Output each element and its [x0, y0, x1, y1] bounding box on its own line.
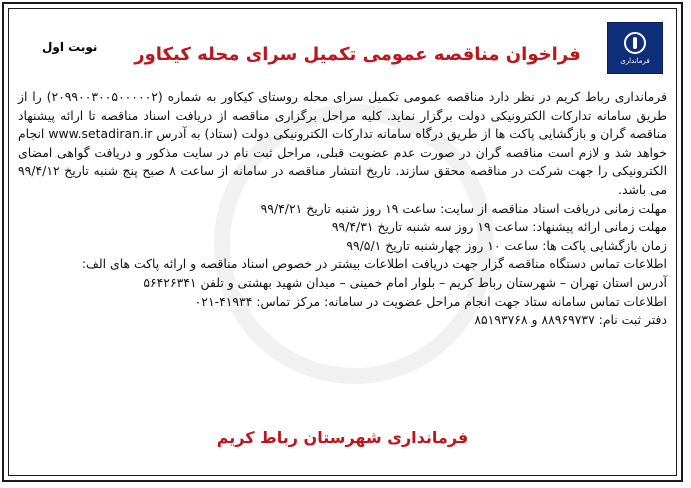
notice-title: فراخوان مناقصه عمومی تکمیل سرای محله کیکاور: [134, 44, 581, 65]
notice-paragraph: فرمانداری رباط کریم در نظر دارد مناقصه عمومی تکمیل سرای محله روستای کیکاور به شماره (۲۰۹۹۰۰۳۰۰۵۰۰۰۰۰۲) را از طریق سامانه تدارکات الکترونیکی دولت برگزار نماید. کلیه مراحل برگزاری مناقصه از دریافت اسناد مناقصه تا ارائه پیشنهاد مناقصه گران و بازگشایی پاکت ها از طریق درگاه سامانه تدارکات الکترونیکی دولت (ستاد) به آدرس www.setadiran.ir انجام خواهد شد و لازم است مناقصه گران در صورت عدم عضویت قبلی، مراحل ثبت نام در سایت مذکور و دریافت گواهی امضای الکترونیکی را جهت شرکت در مناقصه محقق سازند. تاریخ انتشار مناقصه در سامانه از ساعت ۸ صبح پنج شنبه تاریخ ۹۹/۴/۱۲ می باشد.: [18, 89, 668, 197]
iran-emblem-icon: [624, 32, 646, 54]
issuer-signature: فرمانداری شهرستان رباط کریم: [216, 428, 469, 447]
logo-label: فرمانداری: [620, 56, 650, 65]
registration-office-line: دفتر ثبت نام: ۸۸۹۶۹۷۳۷ و ۸۵۱۹۳۷۶۸: [474, 312, 667, 328]
address-line: آدرس استان تهران – شهرستان رباط کریم – بلوار امام خمینی – میدان شهید بهشتی و تلفن ۵۶۴۲۶۳۴۱: [143, 274, 667, 290]
bid-deadline-line: مهلت زمانی ارائه پیشنهاد: ساعت ۱۹ روز سه شنبه تاریخ ۹۹/۴/۳۱: [331, 219, 667, 235]
opening-time-line: زمان بازگشایی پاکت ها: ساعت ۱۰ روز چهارشنبه تاریخ ۹۹/۵/۱: [346, 237, 667, 253]
governorate-logo: [607, 22, 663, 74]
notice-frame: [2, 2, 683, 482]
contact-info-line: اطلاعات تماس دستگاه مناقصه گزار جهت دریافت اطلاعات بیشتر در خصوص اسناد مناقصه و ارائه پاکت های الف:: [81, 256, 667, 272]
notice-body: [18, 88, 667, 330]
setad-contact-line: اطلاعات تماس سامانه ستاد جهت انجام مراحل عضویت در سامانه: مرکز تماس: ۴۱۹۳۴-۰۲۱: [194, 293, 667, 309]
publication-round-badge: نوبت اول: [42, 40, 98, 54]
document-deadline-line: مهلت زمانی دریافت اسناد مناقصه از سایت: ساعت ۱۹ روز شنبه تاریخ ۹۹/۴/۲۱: [260, 200, 667, 216]
